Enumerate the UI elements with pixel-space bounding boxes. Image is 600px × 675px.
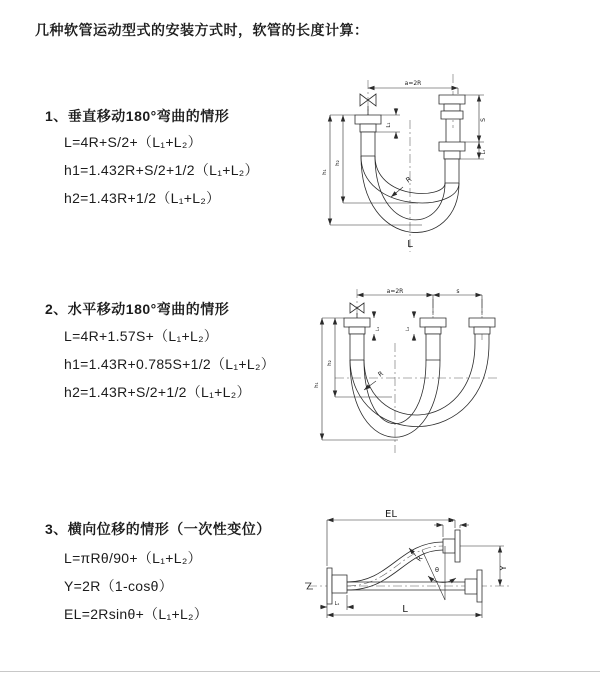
left-flange [327, 568, 347, 604]
diagram-vertical-180-bend [310, 68, 590, 263]
left-fitting [355, 115, 381, 156]
right-fitting-upper [439, 95, 465, 142]
raised-right-flange [443, 530, 460, 562]
dimension-el [327, 509, 455, 566]
dimension-a2r [357, 288, 482, 315]
dimension-s [465, 95, 487, 142]
dim-a-label: a=2R [404, 80, 422, 87]
formula: L=4R+1.57S+（L₁+L₂） [64, 328, 219, 344]
dimension-l1 [374, 311, 381, 341]
dimension-a2r [368, 80, 458, 94]
bottom-rule [0, 671, 600, 672]
diagram-lateral-displacement [300, 500, 600, 650]
formula: h1=1.432R+S/2+1/2（L₁+L₂） [64, 162, 259, 178]
dim-s-label: s [456, 288, 460, 295]
dim-el-label: EL [385, 509, 397, 520]
hose-curves [350, 343, 489, 437]
angle-theta-label: θ [435, 566, 439, 574]
radius-label: R [404, 175, 414, 185]
formula: h2=1.43R+1/2（L₁+L₂） [64, 190, 221, 206]
formula: h1=1.43R+0.785S+1/2（L₁+L₂） [64, 356, 275, 372]
right-fitting-lower [439, 142, 465, 183]
section-3-formulas [64, 544, 208, 628]
section-2-formulas [64, 322, 275, 406]
angle-construction [422, 546, 456, 600]
dim-l2-label: L₂ [481, 149, 487, 155]
dim-l2-label: L₂ [448, 518, 454, 524]
dim-h1-label: h₁ [314, 382, 320, 388]
dim-h2-label: h₂ [327, 360, 333, 366]
left-fitting [344, 318, 370, 360]
radius-label: R [415, 554, 425, 564]
section-3-heading: 3、横向位移的情形（一次性变位） [45, 521, 271, 537]
section-1-heading: 1、垂直移动180°弯曲的情形 [45, 108, 230, 124]
section-2-heading: 2、水平移动180°弯曲的情形 [45, 301, 230, 317]
formula: h2=1.43R+S/2+1/2（L₁+L₂） [64, 384, 251, 400]
formula: L=πRθ/90+（L₁+L₂） [64, 550, 202, 566]
section-1-formulas [64, 128, 259, 212]
dim-h1-label: h₁ [322, 169, 328, 175]
dim-l1-label: L₁ [386, 122, 392, 128]
dim-y-label: Y [499, 565, 508, 571]
length-label: L [407, 239, 413, 250]
dim-l-label: L [402, 604, 408, 615]
diagram-horizontal-180-bend [310, 285, 590, 460]
dim-l2-label: L₂ [406, 326, 411, 332]
dim-h2-label: h₂ [335, 160, 341, 166]
ghost-right-fitting [465, 570, 482, 602]
dim-l1-label: L₁ [334, 601, 340, 607]
dimension-l1 [320, 595, 354, 610]
dimension-l2 [405, 311, 414, 341]
hose-displaced-position [347, 542, 443, 590]
dimension-h2 [335, 115, 418, 203]
dim-l1-label: L₁ [376, 326, 381, 332]
dimension-l [327, 602, 482, 618]
page-title: 几种软管运动型式的安装方式时，软管的长度计算： [35, 22, 369, 38]
radius-label: R [376, 369, 385, 379]
dim-s-label: S [480, 118, 487, 122]
formula: EL=2Rsinθ+（L₁+L₂） [64, 606, 209, 622]
formula: Y=2R（1-cosθ） [64, 578, 174, 594]
formula: L=4R+S/2+（L₁+L₂） [64, 134, 202, 150]
dim-a-label: a=2R [386, 288, 404, 295]
dimension-l2 [434, 518, 469, 537]
middle-fitting [420, 318, 446, 360]
